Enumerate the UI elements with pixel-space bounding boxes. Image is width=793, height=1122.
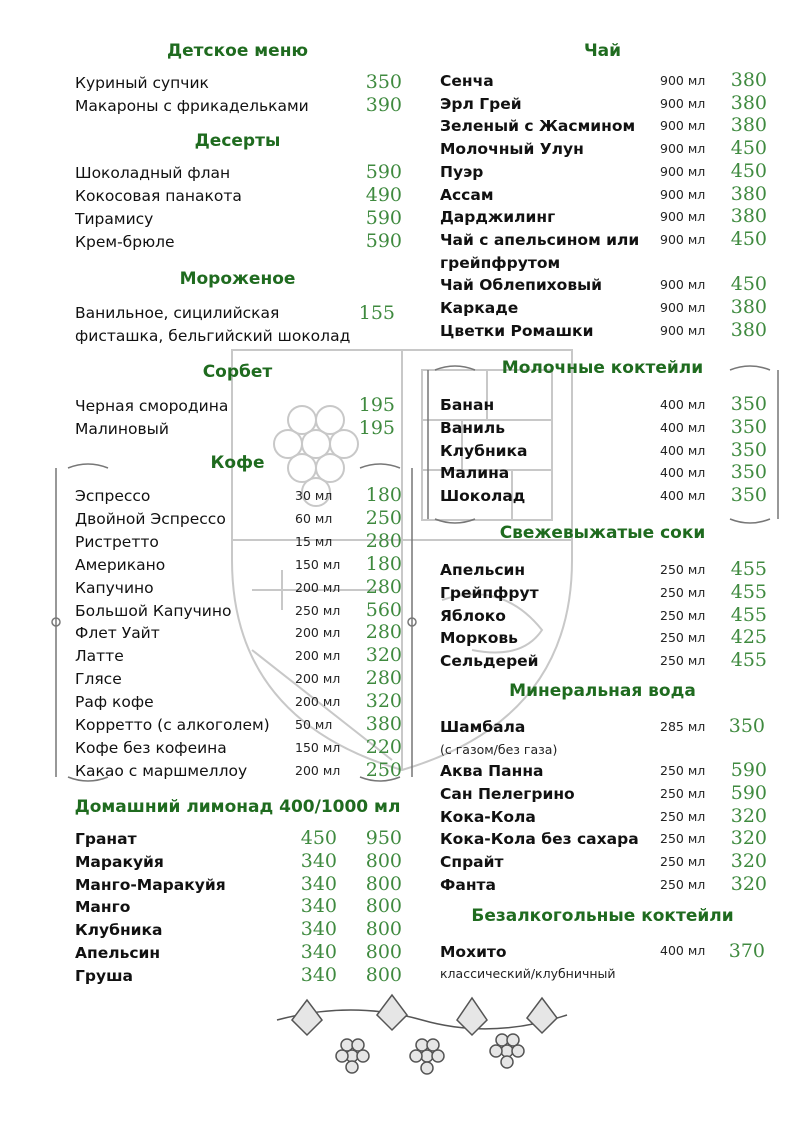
milkshakes-item-price: 350 [730,461,767,484]
tea-item-price: 380 [730,182,767,205]
tea-item-price: 380 [730,205,767,228]
juices-title: Свежевыжатые соки [499,523,706,543]
tea-item-name: Чай Облепиховый [440,276,603,295]
water-item-price: 590 [730,759,767,781]
coffee-item-volume: 30 мл [295,488,333,503]
mocktails-title: Безалкогольные коктейли [471,906,734,926]
kids-item-price: 350 [365,71,402,93]
lemonade-item-name: Манго-Маракуйя [75,875,226,894]
sorbet-item-name: Черная смородина [75,397,229,415]
water-item-volume: 250 мл [660,808,706,824]
tea-item-volume: 900 мл [660,300,706,315]
lemonade-price-1000: 800 [365,941,402,963]
water-item-name: Кока-Кола [440,807,536,826]
water-item-name: Спрайт [440,853,504,872]
tea-item-name: Зеленый с Жасмином [440,117,636,136]
coffee-item-volume: 60 мл [295,510,333,526]
coffee-item-price: 320 [365,644,402,667]
lemonade-item-name: Маракуйя [75,852,164,871]
tea-item-volume: 900 мл [660,186,706,202]
desserts-item-name: Крем-брюле [75,233,175,251]
water-item-volume: 250 мл [660,831,706,847]
tea-item-price: 450 [730,137,767,160]
tea-item-price: 380 [730,114,767,137]
tea-item-volume: 900 мл [660,73,706,88]
coffee-item-volume: 200 мл [295,648,341,664]
coffee-item-name: Раф кофе [75,693,154,712]
coffee-item-volume: 200 мл [295,762,341,778]
coffee-item-price: 380 [365,713,402,735]
coffee-item-volume: 150 мл [295,556,341,572]
milkshakes-item-price: 350 [730,415,767,438]
juices-item-price: 455 [730,580,767,603]
tea-item-price: 450 [730,159,767,182]
lemonade-price-400: 340 [300,918,337,941]
shambala-note: (с газом/без газа) [440,742,558,757]
juices-item-volume: 250 мл [660,562,706,577]
coffee-item-name: Латте [75,647,124,666]
coffee-item-name: Какао с маршмеллоу [75,761,248,780]
sorbet-title: Сорбет [202,362,273,382]
tea-item-volume: 900 мл [660,95,706,111]
coffee-item-price: 280 [365,667,402,690]
lemonade-item-name: Апельсин [75,944,161,962]
coffee-item-volume: 250 мл [295,602,341,618]
coffee-item-volume: 200 мл [295,671,341,687]
coffee-item-volume: 50 мл [295,717,333,732]
shambala-name: Шамбала [440,718,526,736]
lemonade-item-name: Гранат [75,830,137,848]
lemonade-price-400: 340 [300,941,337,963]
coffee-item-price: 250 [365,758,402,781]
water-item-name: Кока-Кола без сахара [440,830,639,849]
tea-item-volume: 900 мл [660,322,706,338]
juices-item-name: Яблоко [440,606,506,625]
juices-item-volume: 250 мл [660,653,706,669]
milkshakes-item-price: 350 [730,438,767,461]
tea-item-name: Пуэр [440,162,484,181]
water-item-price: 590 [730,781,767,804]
mojito-note: классический/клубничный [440,966,616,981]
tea-item-name: Сенча [440,72,494,90]
coffee-item-price: 280 [365,621,402,644]
desserts-item-name: Тирамису [75,210,154,228]
coffee-item-name: Двойной Эспрессо [75,509,226,528]
coffee-item-volume: 150 мл [295,739,341,755]
milkshakes-item-price: 350 [730,484,767,507]
milkshakes-item-name: Малина [440,464,510,483]
coffee-item-volume: 15 мл [295,533,333,549]
tea-item-volume: 900 мл [660,277,706,293]
shambala-volume: 285 мл [660,719,706,734]
coffee-item-price: 280 [365,575,402,598]
water-item-name: Фанта [440,876,496,894]
coffee-item-price: 320 [365,690,402,713]
tea-item-name: Чай с апельсином или [440,230,640,249]
juices-item-name: Сельдерей [440,652,539,671]
lemonade-price-1000: 950 [365,827,402,849]
tea-item-price: 450 [730,273,767,296]
coffee-item-name: Кофе без кофеина [75,738,227,757]
milkshakes-item-volume: 400 мл [660,397,706,412]
icecream-title: Мороженое [179,269,296,289]
juices-item-price: 455 [730,558,767,580]
coffee-title: Кофе [210,453,265,473]
coffee-item-volume: 200 мл [295,579,341,595]
water-item-volume: 250 мл [660,763,706,778]
tea-item-name: грейпфрутом [440,253,561,272]
milkshakes-item-name: Клубника [440,441,528,460]
juices-item-price: 425 [730,626,767,649]
coffee-item-name: Эспрессо [75,487,151,505]
milkshakes-item-volume: 400 мл [660,465,706,481]
desserts-item-price: 590 [365,207,402,229]
lemonade-price-1000: 800 [365,849,402,872]
sorbet-item-price: 195 [358,417,395,439]
desserts-item-price: 490 [365,184,402,206]
desserts-item-price: 590 [365,161,402,183]
juices-item-name: Морковь [440,629,518,648]
milkshakes-item-name: Банан [440,396,495,414]
water-item-name: Аква Панна [440,762,544,780]
lemonade-price-400: 340 [300,895,337,918]
desserts-item-name: Кокосовая панакота [75,187,242,205]
coffee-item-name: Корретто (с алкоголем) [75,716,270,734]
mojito-name: Мохито [440,943,507,961]
coffee-item-price: 220 [365,735,402,758]
tea-item-price: 450 [730,227,767,250]
shambala-price: 350 [728,715,765,737]
mojito-price: 370 [728,940,765,962]
water-item-price: 320 [730,827,767,850]
water-item-volume: 250 мл [660,854,706,870]
tea-item-name: Дарджилинг [440,208,556,227]
icecream-line2: фисташка, бельгийский шоколад [75,327,351,345]
coffee-item-price: 250 [365,506,402,529]
coffee-item-name: Ристретто [75,532,159,551]
coffee-item-name: Большой Капучино [75,601,232,620]
lemonade-price-400: 340 [300,849,337,872]
coffee-item-name: Флет Уайт [75,624,160,643]
kids-item-name: Макароны с фрикадельками [75,97,309,115]
kids-item-name: Куриный супчик [75,74,209,92]
tea-item-name: Цветки Ромашки [440,321,594,340]
desserts-item-price: 590 [365,230,402,252]
coffee-item-volume: 200 мл [295,694,341,710]
lemonade-price-1000: 800 [365,872,402,895]
milkshakes-item-price: 350 [730,393,767,415]
water-item-name: Сан Пелегрино [440,784,575,803]
water-item-volume: 250 мл [660,877,706,892]
kids-menu-title: Детское меню [167,41,308,61]
coffee-item-name: Глясе [75,670,122,689]
sorbet-item-price: 195 [358,394,395,416]
water-title: Минеральная вода [509,681,696,701]
milkshakes-item-name: Ваниль [440,418,505,437]
coffee-item-price: 280 [365,529,402,552]
tea-item-price: 380 [730,91,767,114]
desserts-item-name: Шоколадный флан [75,164,231,182]
tea-item-name: Ассам [440,185,494,204]
tea-item-volume: 900 мл [660,163,706,179]
coffee-item-price: 180 [365,484,402,506]
tea-item-price: 380 [730,69,767,91]
tea-item-price: 380 [730,296,767,318]
mojito-volume: 400 мл [660,943,706,958]
milkshakes-title: Молочные коктейли [501,358,704,378]
juices-item-volume: 250 мл [660,607,706,623]
coffee-item-name: Капучино [75,578,154,597]
tea-item-price: 380 [730,318,767,341]
water-item-price: 320 [730,873,767,895]
icecream-line1: Ванильное, сицилийская [75,304,280,322]
tea-item-volume: 900 мл [660,209,706,225]
juices-item-price: 455 [730,649,767,672]
icecream-price: 155 [358,302,395,324]
lemonade-item-name: Манго [75,898,131,917]
juices-item-volume: 250 мл [660,584,706,600]
juices-item-name: Апельсин [440,561,526,579]
lemonade-price-400: 340 [300,963,337,986]
tea-item-volume: 900 мл [660,141,706,157]
coffee-item-price: 180 [365,552,402,575]
tea-item-name: Эрл Грей [440,94,522,113]
milkshakes-item-volume: 400 мл [660,419,706,435]
milkshakes-item-volume: 400 мл [660,442,706,458]
coffee-item-name: Американо [75,555,166,574]
lemonade-price-400: 450 [300,827,337,849]
milkshakes-item-name: Шоколад [440,487,526,506]
tea-item-volume: 900 мл [660,118,706,134]
tea-item-name: Молочный Улун [440,140,584,159]
lemonade-title: Домашний лимонад 400/1000 мл [74,797,401,817]
tea-item-name: Каркаде [440,299,519,317]
juices-item-name: Грейпфрут [440,583,539,602]
water-item-price: 320 [730,804,767,827]
lemonade-item-name: Клубника [75,921,163,940]
grape-vine-ornament [272,990,572,1085]
coffee-item-volume: 200 мл [295,625,341,641]
tea-item-volume: 900 мл [660,231,706,247]
tea-title: Чай [583,41,622,61]
milkshakes-item-volume: 400 мл [660,488,706,504]
water-item-price: 320 [730,850,767,873]
lemonade-item-name: Груша [75,966,133,985]
water-item-volume: 250 мл [660,785,706,801]
lemonade-price-400: 340 [300,872,337,895]
lemonade-price-1000: 800 [365,918,402,941]
lemonade-price-1000: 800 [365,963,402,986]
kids-item-price: 390 [365,94,402,116]
coffee-item-price: 560 [365,598,402,621]
juices-item-price: 455 [730,603,767,626]
lemonade-price-1000: 800 [365,895,402,918]
desserts-title: Десерты [194,131,281,151]
juices-item-volume: 250 мл [660,630,706,646]
sorbet-item-name: Малиновый [75,420,169,438]
